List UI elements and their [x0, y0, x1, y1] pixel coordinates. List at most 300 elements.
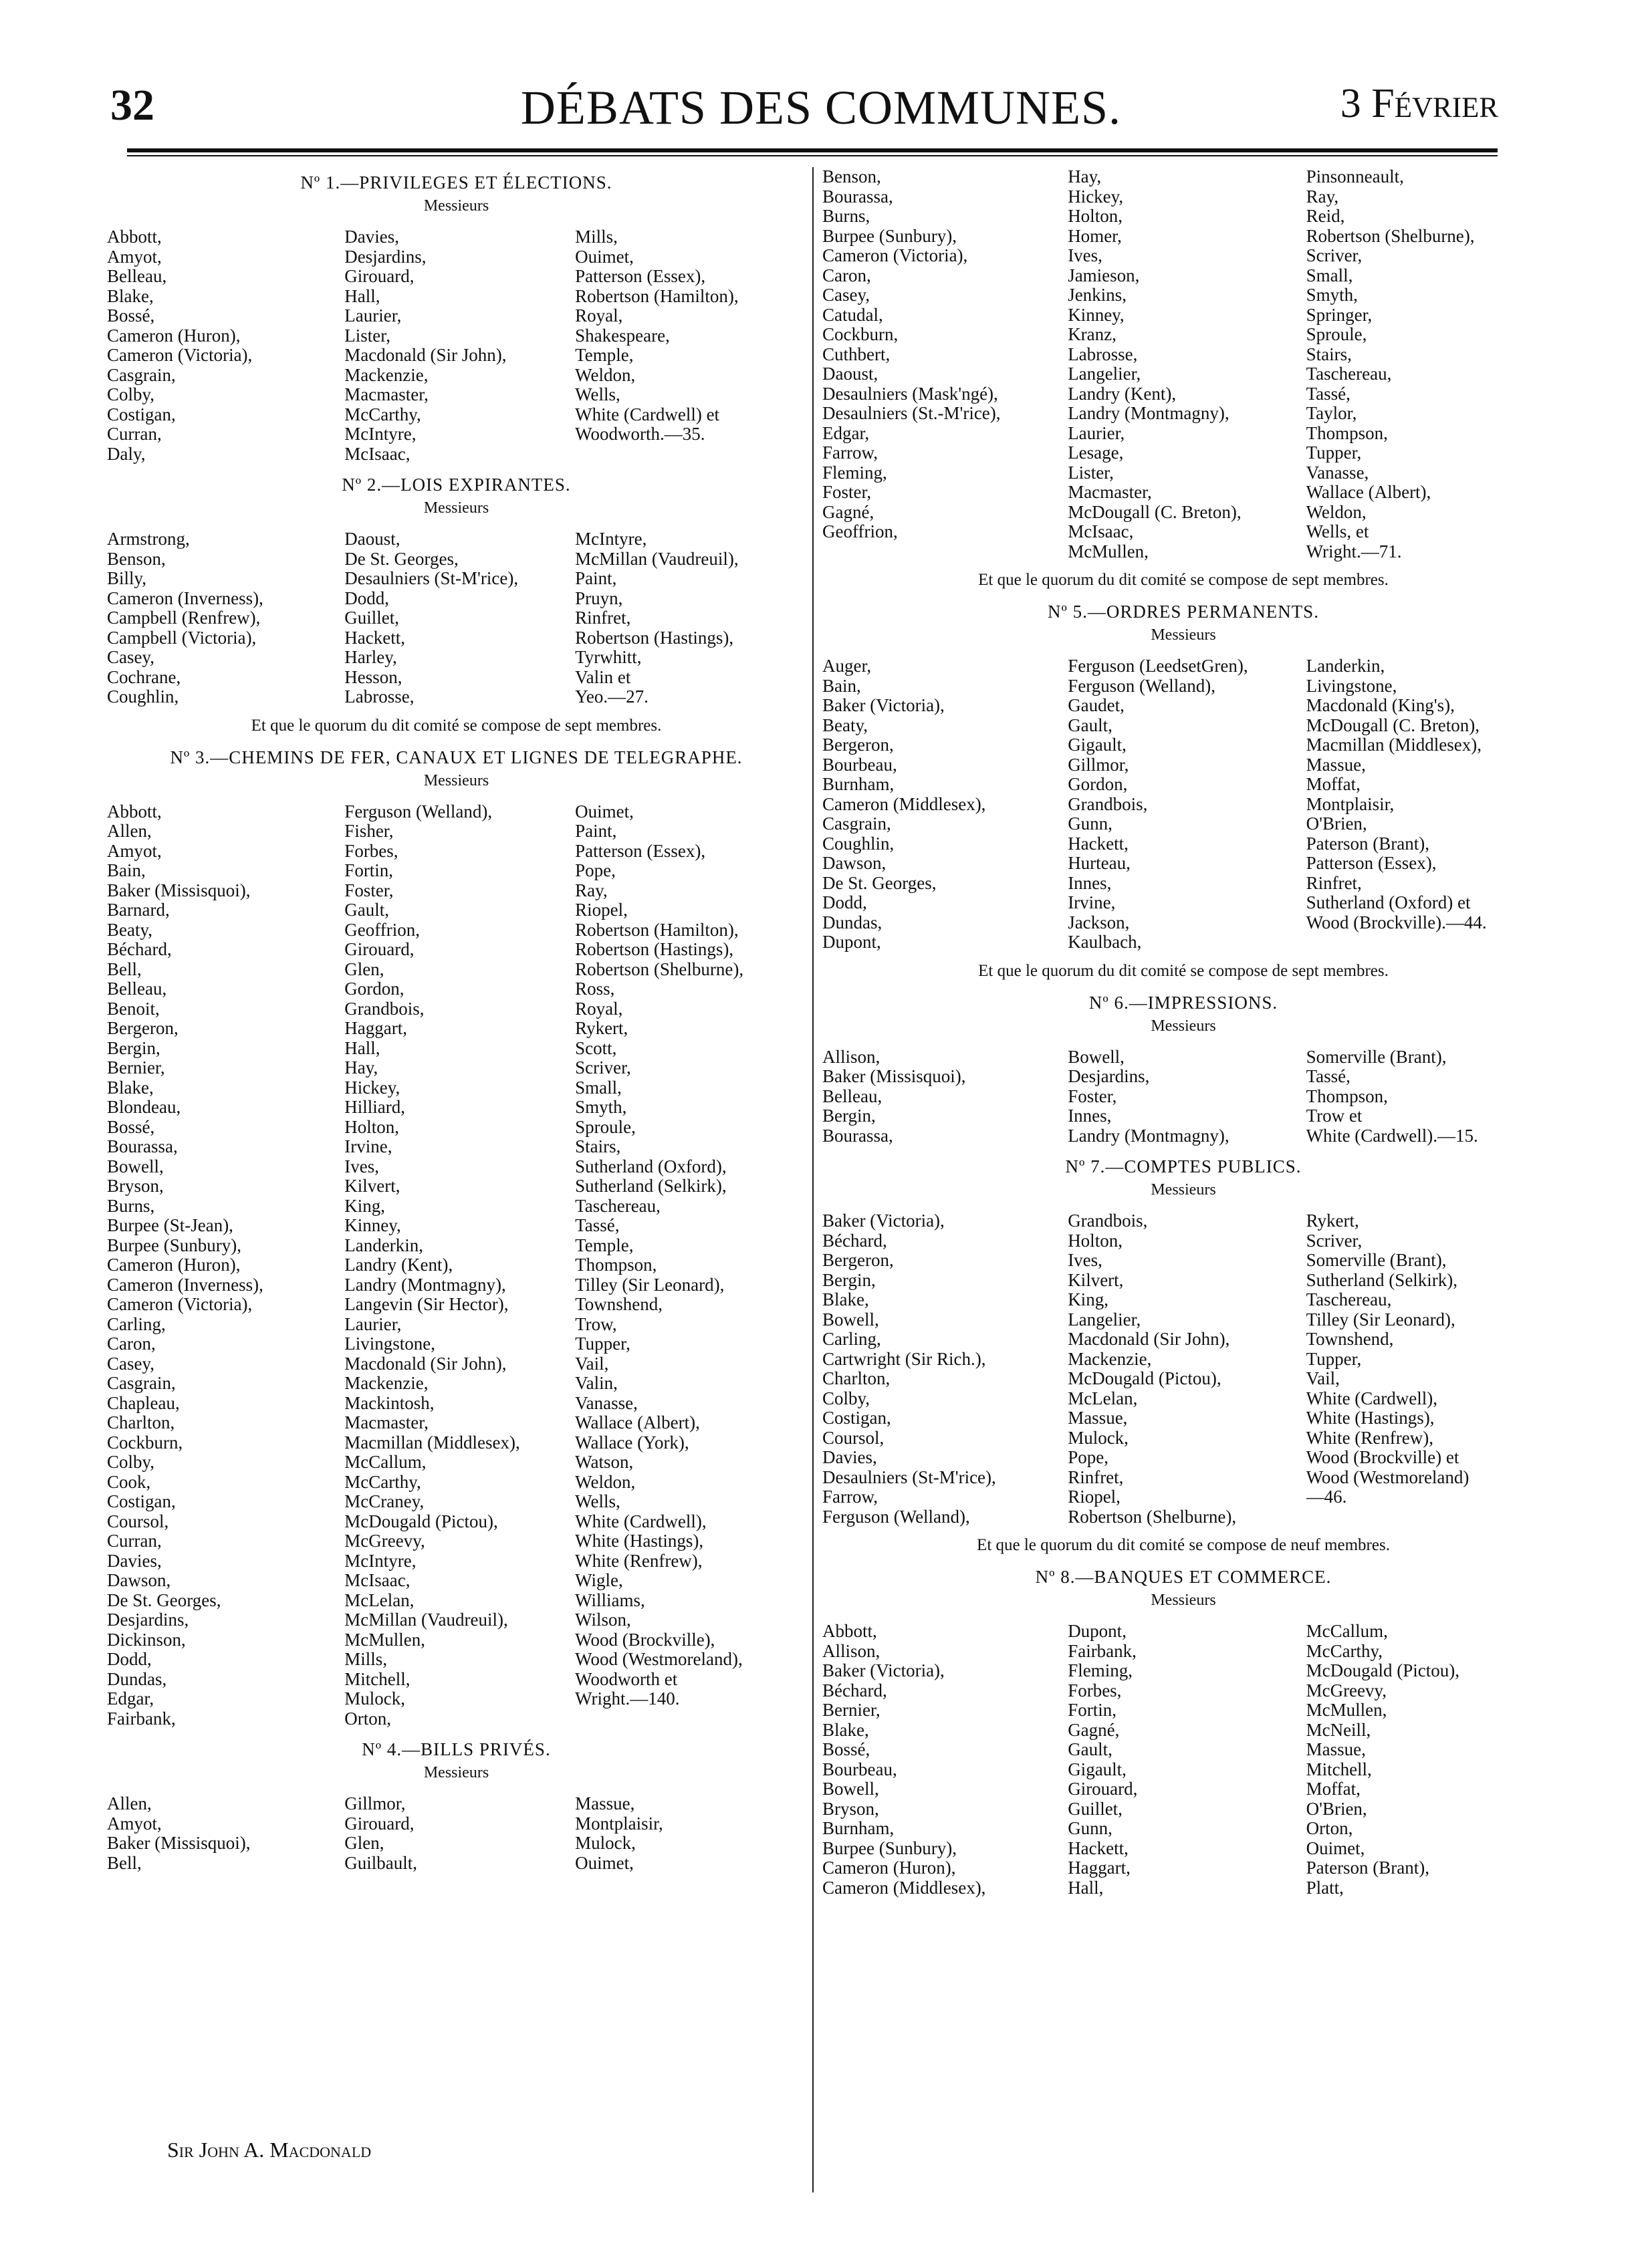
- member-name: Lister,: [344, 326, 390, 346]
- member-name: Cook,: [107, 1472, 151, 1492]
- member-name: Gault,: [1068, 1740, 1112, 1759]
- member-name: Cameron (Middlesex),: [822, 1878, 986, 1898]
- page-date: 3 Février: [1340, 81, 1498, 126]
- member-name: Kaulbach,: [1068, 932, 1142, 952]
- member-name: McMillan (Vaudreuil),: [344, 1610, 508, 1630]
- member-name: Taylor,: [1306, 404, 1357, 423]
- member-name: White (Renfrew),: [1306, 1428, 1433, 1448]
- member-name: McDougall (C. Breton),: [1068, 502, 1242, 522]
- member-name: Burpee (St-Jean),: [107, 1216, 233, 1235]
- member-name: Blake,: [107, 286, 154, 306]
- member-name: Macdonald (Sir John),: [1068, 1330, 1230, 1349]
- member-name: McIntyre,: [575, 529, 647, 549]
- member-name: Mulock,: [575, 1834, 636, 1853]
- member-name: Campbell (Victoria),: [107, 628, 257, 648]
- member-name: Smyth,: [575, 1098, 627, 1117]
- member-name: Gagné,: [822, 502, 874, 522]
- section-subtitle: Messieurs: [1151, 626, 1216, 644]
- member-name: Bergeron,: [822, 735, 894, 755]
- page-title: DÉBATS DES COMMUNES.: [520, 81, 1122, 134]
- member-name: Trow,: [575, 1314, 617, 1334]
- member-name: Abbott,: [107, 801, 162, 822]
- member-name: Foster,: [822, 483, 872, 502]
- left-column: [107, 167, 806, 1884]
- member-name: Casgrain,: [822, 814, 891, 834]
- member-name: Bossé,: [107, 1117, 155, 1137]
- member-name: Tassé,: [575, 1216, 620, 1235]
- member-name: Weldon,: [575, 1472, 636, 1492]
- member-name: Weldon,: [1306, 502, 1367, 522]
- member-name: Kilvert,: [344, 1176, 400, 1196]
- committee-section: [107, 747, 806, 1729]
- member-name: McIntyre,: [344, 424, 417, 444]
- member-name: McDougall (C. Breton),: [1306, 715, 1480, 735]
- member-name: Glen,: [344, 1834, 384, 1853]
- member-name: Casey,: [107, 1354, 154, 1374]
- section-subtitle: Messieurs: [1151, 1592, 1216, 1609]
- member-name: Abbott,: [822, 1622, 877, 1641]
- member-name: Smyth,: [1306, 285, 1358, 305]
- member-name: McCarthy,: [344, 404, 421, 424]
- member-name: Bergeron,: [107, 1019, 179, 1038]
- member-name: Sutherland (Selkirk),: [575, 1176, 727, 1196]
- member-name: Burpee (Sunbury),: [822, 1838, 957, 1858]
- member-name: Irvine,: [344, 1137, 392, 1156]
- member-name: Gunn,: [1068, 814, 1112, 834]
- member-name: Dupont,: [822, 932, 881, 952]
- member-name: Bossé,: [822, 1740, 870, 1759]
- member-name: Lesage,: [1068, 443, 1124, 463]
- member-name: Coughlin,: [822, 834, 895, 854]
- member-name: Tassé,: [1306, 1067, 1351, 1086]
- member-name: Campbell (Renfrew),: [107, 608, 261, 628]
- member-name: Baker (Victoria),: [822, 696, 945, 715]
- member-name: Robertson (Shelburne),: [575, 959, 744, 979]
- member-name: White (Hastings),: [575, 1531, 704, 1551]
- member-name: Allison,: [822, 1641, 881, 1661]
- member-name: Gillmor,: [1068, 755, 1129, 775]
- member-name: Farrow,: [822, 443, 878, 463]
- member-name: Dodd,: [107, 1650, 152, 1669]
- member-name: Girouard,: [344, 1813, 415, 1834]
- section-subtitle: Messieurs: [1151, 1181, 1216, 1199]
- member-name: Carling,: [822, 1330, 881, 1349]
- member-name: Innes,: [1068, 873, 1112, 893]
- member-name: Wigle,: [575, 1571, 623, 1590]
- member-name: Paint,: [575, 569, 617, 588]
- member-name: Laurier,: [1068, 423, 1125, 443]
- member-name: Bergin,: [822, 1270, 876, 1290]
- member-name: Cameron (Victoria),: [107, 346, 253, 365]
- member-name: McCraney,: [344, 1492, 425, 1511]
- member-name: Blake,: [822, 1290, 869, 1309]
- member-name: Wood (Brockville).—44.: [1306, 912, 1487, 932]
- member-name: Royal,: [575, 306, 623, 326]
- member-name: Colby,: [107, 385, 155, 404]
- member-name: Langevin (Sir Hector),: [344, 1295, 509, 1314]
- member-name: Taschereau,: [1306, 364, 1392, 384]
- member-name: McIsaac,: [344, 1571, 410, 1590]
- member-name: Gordon,: [344, 979, 404, 999]
- member-name: [575, 1709, 806, 1729]
- member-name: Amyot,: [107, 1813, 162, 1834]
- member-name: Allison,: [822, 1047, 881, 1067]
- member-name: Paint,: [575, 822, 617, 841]
- member-name: White (Cardwell),: [575, 1511, 707, 1531]
- member-name: Beaty,: [822, 715, 868, 735]
- member-name: Tassé,: [1306, 384, 1351, 404]
- member-name: Mulock,: [1068, 1428, 1129, 1448]
- committee-section: [107, 1739, 806, 1873]
- member-name: Rinfret,: [1068, 1467, 1124, 1487]
- member-name: Cochrane,: [107, 667, 181, 687]
- member-name: Ray,: [1306, 186, 1339, 207]
- member-name: Hickey,: [1068, 186, 1124, 207]
- section-subtitle: Messieurs: [423, 499, 489, 517]
- member-name: Pope,: [575, 861, 616, 880]
- member-name: Robertson (Shelburne),: [1068, 1507, 1237, 1527]
- member-name: Blake,: [107, 1078, 154, 1098]
- member-name: Cuthbert,: [822, 344, 891, 364]
- member-name: Moffat,: [1306, 1779, 1361, 1799]
- member-name: McMullen,: [344, 1630, 426, 1650]
- member-name: McIsaac,: [1068, 522, 1134, 541]
- member-name: Coursol,: [822, 1428, 885, 1448]
- member-name: Vail,: [575, 1354, 609, 1374]
- member-name: Kilvert,: [1068, 1270, 1124, 1290]
- member-name: Barnard,: [107, 900, 170, 920]
- member-name: McMillan (Vaudreuil),: [575, 549, 739, 569]
- member-name: King,: [1068, 1290, 1108, 1309]
- member-name: Carling,: [107, 1314, 166, 1334]
- quorum-note: Et que le quorum du dit comité se compose de sept membres.: [251, 716, 662, 735]
- member-name: Reid,: [1306, 207, 1345, 226]
- member-name: McMullen,: [1068, 541, 1149, 561]
- member-name: Catudal,: [822, 305, 883, 325]
- member-name: Landerkin,: [344, 1235, 423, 1255]
- page-header: [0, 80, 1642, 154]
- member-name: Ouimet,: [575, 1853, 634, 1873]
- member-name: Landry (Kent),: [1068, 384, 1177, 404]
- member-name: Burnham,: [822, 775, 895, 794]
- member-name: White (Renfrew),: [575, 1551, 703, 1571]
- member-name: Chapleau,: [107, 1393, 180, 1413]
- member-name: McLelan,: [344, 1590, 415, 1610]
- member-name: Homer,: [1068, 226, 1122, 246]
- member-name: Bell,: [107, 1853, 142, 1873]
- member-name: Royal,: [575, 999, 623, 1019]
- member-name: McCarthy,: [344, 1472, 421, 1492]
- member-name: Desaulniers (St-M'rice),: [822, 1467, 996, 1487]
- member-name: McCarthy,: [1306, 1641, 1383, 1661]
- member-name: Dawson,: [107, 1571, 171, 1590]
- member-name: Livingstone,: [344, 1334, 436, 1354]
- member-name: Massue,: [1306, 755, 1366, 775]
- member-name: Rykert,: [1306, 1211, 1359, 1231]
- member-name: Gillmor,: [344, 1794, 406, 1813]
- member-name: Ouimet,: [575, 801, 634, 822]
- member-name: —46.: [1306, 1487, 1347, 1507]
- member-list: [107, 227, 806, 464]
- member-name: Livingstone,: [1306, 676, 1397, 696]
- member-name: Mackenzie,: [344, 1374, 429, 1393]
- member-name: Bell,: [107, 959, 142, 979]
- member-name: Mackintosh,: [344, 1393, 435, 1413]
- member-name: Gaudet,: [1068, 696, 1125, 715]
- member-name: Innes,: [1068, 1106, 1112, 1126]
- quorum-note: Et que le quorum du dit comité se compose de sept membres.: [978, 961, 1389, 980]
- member-name: Mitchell,: [344, 1669, 410, 1689]
- member-name: Yeo.—27.: [575, 687, 649, 707]
- member-name: White (Hastings),: [1306, 1408, 1435, 1428]
- member-name: Fairbank,: [1068, 1641, 1137, 1661]
- member-name: Kranz,: [1068, 325, 1117, 344]
- member-name: Mackenzie,: [1068, 1349, 1152, 1369]
- member-name: Small,: [1306, 265, 1353, 285]
- member-name: [1306, 1507, 1544, 1527]
- member-name: Bowell,: [822, 1779, 879, 1799]
- member-name: McGreevy,: [344, 1531, 425, 1551]
- member-name: Cartwright (Sir Rich.),: [822, 1349, 986, 1369]
- member-name: De St. Georges,: [344, 549, 459, 569]
- member-name: Fortin,: [344, 861, 394, 880]
- member-name: Robertson (Hamilton),: [575, 920, 739, 940]
- member-name: Davies,: [107, 1551, 162, 1571]
- member-name: Mulock,: [344, 1689, 406, 1709]
- member-name: Burpee (Sunbury),: [822, 226, 957, 246]
- committee-section: [822, 602, 1544, 981]
- member-name: Wright.—71.: [1306, 541, 1402, 561]
- member-name: Geoffrion,: [822, 522, 898, 541]
- member-name: Scriver,: [1306, 1231, 1363, 1251]
- member-name: Vanasse,: [575, 1393, 638, 1413]
- member-name: Dundas,: [107, 1669, 167, 1689]
- member-name: Guilbault,: [344, 1853, 418, 1873]
- member-name: Small,: [575, 1078, 622, 1098]
- member-name: Grandbois,: [344, 999, 425, 1019]
- member-name: Labrosse,: [344, 687, 415, 707]
- member-name: Patterson (Essex),: [1306, 854, 1437, 873]
- committee-section: [822, 993, 1544, 1146]
- member-list: [107, 802, 806, 1729]
- member-name: McDougald (Pictou),: [1068, 1369, 1221, 1388]
- member-name: Holton,: [344, 1117, 400, 1137]
- member-name: Paterson (Brant),: [1306, 1858, 1430, 1878]
- member-name: Ives,: [344, 1156, 380, 1176]
- member-name: Labrosse,: [1068, 344, 1138, 364]
- member-name: Macmaster,: [1068, 483, 1152, 502]
- member-name: Daoust,: [822, 364, 878, 384]
- member-name: Ross,: [575, 979, 615, 999]
- member-name: Macdonald (Sir John),: [344, 346, 507, 365]
- member-name: Guillet,: [1068, 1799, 1123, 1819]
- member-name: Bergin,: [822, 1106, 876, 1126]
- member-name: Forbes,: [344, 841, 398, 861]
- member-name: Ferguson (Welland),: [822, 1507, 970, 1527]
- committee-section: [107, 475, 806, 735]
- member-name: Rinfret,: [1306, 873, 1362, 893]
- member-name: Montplaisir,: [575, 1813, 663, 1834]
- committee-section-continued: [822, 167, 1544, 590]
- member-name: Tyrwhitt,: [575, 648, 642, 667]
- member-name: Hall,: [344, 1038, 380, 1058]
- member-name: Bergeron,: [822, 1251, 894, 1270]
- member-name: Mills,: [344, 1650, 388, 1669]
- member-name: Gigault,: [1068, 735, 1127, 755]
- member-list: [822, 1622, 1544, 1898]
- member-name: Macmillan (Middlesex),: [1306, 735, 1482, 755]
- member-name: Casgrain,: [107, 365, 176, 385]
- member-name: Davies,: [822, 1448, 877, 1467]
- member-name: Casgrain,: [107, 1374, 176, 1393]
- committee-section: [822, 1156, 1544, 1555]
- member-name: Dundas,: [822, 912, 883, 932]
- member-name: Desjardins,: [107, 1610, 189, 1630]
- section-title: Nº 5.—ORDRES PERMANENTS.: [1048, 602, 1319, 622]
- member-name: Hesson,: [344, 667, 402, 687]
- member-name: De St. Georges,: [822, 873, 937, 893]
- section-title: Nº 3.—CHEMINS DE FER, CANAUX ET LIGNES DE TELEGRAPHE.: [170, 747, 743, 767]
- member-name: [1306, 932, 1544, 953]
- member-name: Watson,: [575, 1453, 634, 1472]
- member-name: Daly,: [107, 444, 146, 464]
- member-name: Hackett,: [344, 628, 405, 648]
- member-name: Baker (Victoria),: [822, 1661, 945, 1680]
- member-name: Armstrong,: [107, 529, 190, 549]
- member-name: Costigan,: [822, 1408, 891, 1428]
- member-name: Weldon,: [575, 365, 636, 385]
- member-name: Patterson (Essex),: [575, 267, 706, 286]
- member-name: Geoffrion,: [344, 920, 421, 940]
- member-name: Costigan,: [107, 1492, 176, 1511]
- page-number: 32: [110, 81, 154, 130]
- member-name: Massue,: [1306, 1740, 1366, 1759]
- member-name: Burns,: [107, 1196, 155, 1216]
- member-name: Langelier,: [1068, 1309, 1141, 1330]
- member-name: Temple,: [575, 346, 634, 365]
- member-name: Gault,: [1068, 715, 1112, 735]
- member-name: Kinney,: [1068, 305, 1125, 325]
- quorum-note: Et que le quorum du dit comité se compose de neuf membres.: [977, 1536, 1390, 1554]
- member-name: Baker (Victoria),: [822, 1211, 945, 1231]
- member-name: Stairs,: [575, 1137, 621, 1156]
- member-name: Charlton,: [822, 1369, 891, 1388]
- member-name: Benoit,: [107, 999, 160, 1019]
- member-name: Macmaster,: [344, 385, 429, 404]
- member-name: Orton,: [1306, 1819, 1353, 1838]
- member-name: Blondeau,: [107, 1098, 181, 1117]
- member-list: [822, 167, 1544, 561]
- member-name: Bryson,: [107, 1176, 164, 1196]
- member-name: Wells, et: [1306, 522, 1369, 541]
- member-name: Charlton,: [107, 1413, 175, 1432]
- member-name: McCallum,: [344, 1453, 427, 1472]
- member-name: Haggart,: [1068, 1858, 1131, 1878]
- member-name: Cameron (Huron),: [107, 1255, 241, 1275]
- member-name: Casey,: [107, 648, 154, 667]
- member-name: Pruyn,: [575, 588, 623, 608]
- member-name: Abbott,: [107, 227, 162, 247]
- member-name: Valin et: [575, 667, 631, 687]
- member-name: Landry (Montmagny),: [1068, 404, 1229, 423]
- member-name: Baker (Missisquoi),: [107, 1834, 251, 1853]
- member-name: Desaulniers (St-M'rice),: [344, 569, 519, 588]
- member-name: Jackson,: [1068, 912, 1130, 932]
- member-name: Ferguson (LeedsetGren),: [1068, 656, 1248, 676]
- member-name: Forbes,: [1068, 1680, 1122, 1700]
- member-name: Pope,: [1068, 1448, 1108, 1467]
- member-name: Ferguson (Welland),: [1068, 676, 1215, 696]
- member-name: Bowell,: [822, 1309, 879, 1330]
- member-name: McNeill,: [1306, 1720, 1371, 1740]
- member-name: Stairs,: [1306, 344, 1352, 364]
- member-name: Grandbois,: [1068, 1211, 1148, 1231]
- member-name: Casey,: [822, 285, 870, 305]
- member-name: Béchard,: [822, 1231, 887, 1251]
- member-name: Bourbeau,: [822, 1759, 897, 1779]
- member-name: Hilliard,: [344, 1098, 406, 1117]
- member-name: Robertson (Hastings),: [575, 628, 734, 648]
- member-name: Moffat,: [1306, 775, 1361, 794]
- member-name: Landry (Montmagny),: [344, 1275, 506, 1295]
- member-name: Desaulniers (Mask'ngé),: [822, 384, 998, 404]
- member-name: Hay,: [344, 1058, 378, 1078]
- member-name: Tupper,: [1306, 443, 1362, 463]
- member-name: Cameron (Victoria),: [107, 1295, 253, 1314]
- section-title: Nº 4.—BILLS PRIVÉS.: [362, 1739, 551, 1759]
- member-name: Farrow,: [822, 1487, 878, 1507]
- section-subtitle: Messieurs: [1151, 1017, 1216, 1035]
- member-name: Dawson,: [822, 854, 887, 873]
- committee-section: [107, 172, 806, 464]
- member-name: Cameron (Huron),: [107, 326, 241, 346]
- member-name: Desjardins,: [344, 247, 427, 267]
- member-name: Taschereau,: [575, 1196, 661, 1216]
- member-name: Hurteau,: [1068, 854, 1131, 873]
- member-name: Tupper,: [575, 1334, 630, 1354]
- member-name: Scriver,: [1306, 246, 1363, 265]
- member-name: Vanasse,: [1306, 463, 1369, 483]
- member-name: Tilley (Sir Leonard),: [1306, 1309, 1455, 1330]
- member-name: McDougald (Pictou),: [1306, 1661, 1460, 1680]
- member-name: McCallum,: [1306, 1622, 1388, 1641]
- member-name: Colby,: [107, 1453, 155, 1472]
- member-name: Gigault,: [1068, 1759, 1127, 1779]
- section-title: Nº 7.—COMPTES PUBLICS.: [1065, 1156, 1302, 1176]
- member-name: Cameron (Huron),: [822, 1858, 956, 1878]
- member-name: Fisher,: [344, 822, 394, 841]
- member-name: Gunn,: [1068, 1819, 1112, 1838]
- member-name: Laurier,: [344, 1314, 402, 1334]
- member-name: Wells,: [575, 1492, 620, 1511]
- member-name: Holton,: [1068, 207, 1123, 226]
- member-name: Cameron (Victoria),: [822, 246, 968, 265]
- member-name: Daoust,: [344, 529, 400, 549]
- member-name: Robertson (Shelburne),: [1306, 226, 1475, 246]
- member-name: Jamieson,: [1068, 265, 1140, 285]
- member-name: Caron,: [107, 1334, 156, 1354]
- member-name: Platt,: [1306, 1878, 1344, 1898]
- member-name: Tilley (Sir Leonard),: [575, 1275, 725, 1295]
- member-name: Auger,: [822, 656, 872, 676]
- member-name: Ouimet,: [575, 247, 634, 267]
- member-name: Benson,: [822, 167, 881, 186]
- member-name: Mills,: [575, 227, 618, 247]
- section-subtitle: Messieurs: [423, 1764, 489, 1781]
- member-name: Sproule,: [575, 1117, 636, 1137]
- member-name: Belleau,: [107, 979, 167, 999]
- member-name: Bernier,: [822, 1700, 881, 1720]
